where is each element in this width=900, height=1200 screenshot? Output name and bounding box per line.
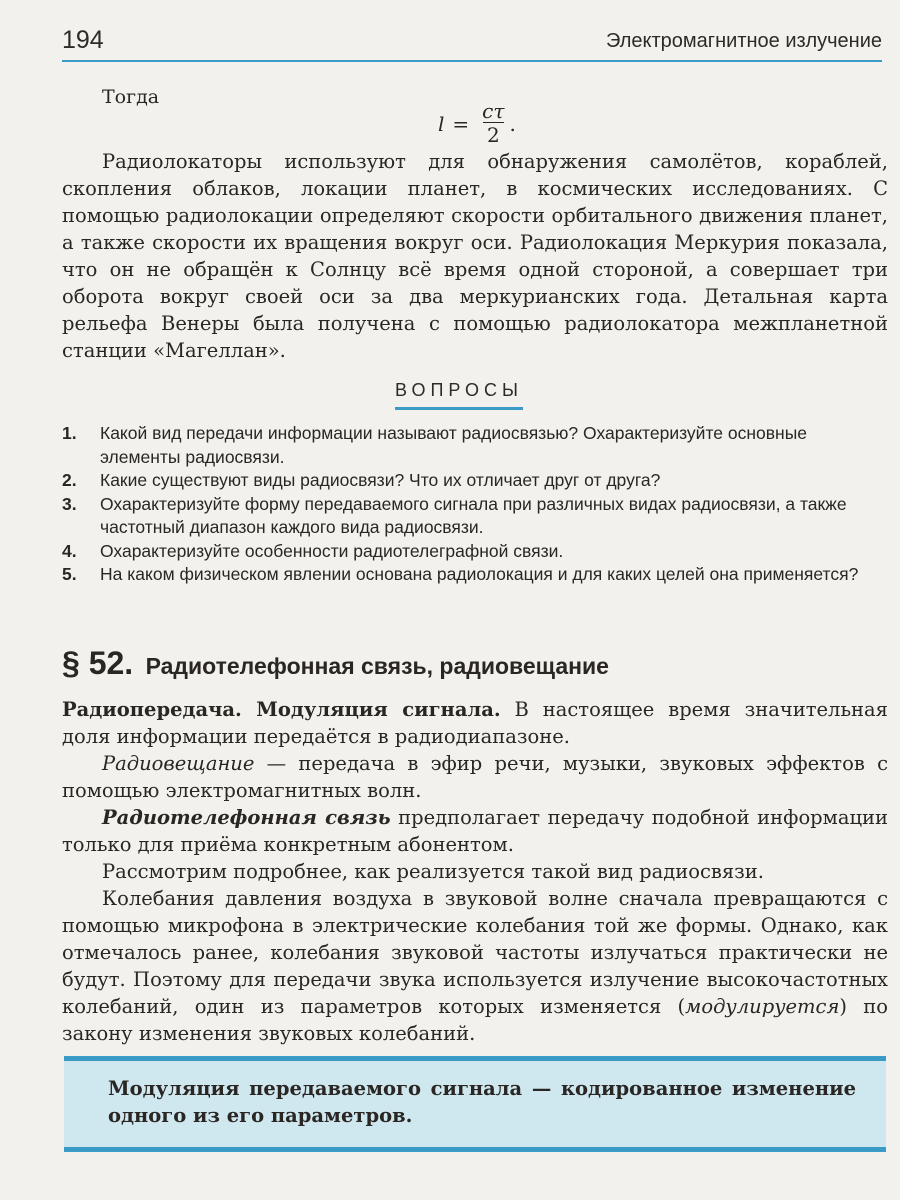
formula-fraction xyxy=(480,100,506,147)
chapter-title: Электромагнитное излучение xyxy=(606,30,882,52)
question-number: 3. xyxy=(62,493,77,514)
question-text: На каком физическом явлении основана радиолокация и для каких целей она применяется? xyxy=(100,564,859,584)
body-paragraph-1 xyxy=(62,696,888,750)
body-paragraph-5 xyxy=(62,885,888,1047)
definition-box xyxy=(64,1056,886,1152)
question-text: Охарактеризуйте форму передаваемого сигнала при различных видах радиосвязи, а также частотный диапазон каждого вида радиосвязи. xyxy=(100,493,847,537)
formula-equals: = xyxy=(452,111,470,136)
term-radio-broadcasting: Радиовещание xyxy=(102,752,255,775)
questions-title: ВОПРОСЫ xyxy=(395,380,523,410)
paragraph-text: — передача в эфир речи, музыки, звуковых эффектов с помощью электромагнитных волн. xyxy=(62,752,888,802)
question-text: Какой вид передачи информации называют радиосвязью? Охарактеризуйте основные элементы радиосвязи. xyxy=(100,423,808,467)
then-word: Тогда xyxy=(102,86,160,108)
paragraph-text: В настоящее время значительная доля информации передаётся в радиодиапазоне. xyxy=(62,698,888,748)
page-number: 194 xyxy=(62,26,104,54)
question-number: 1. xyxy=(62,423,77,443)
question-item xyxy=(62,540,882,564)
definition-text: Модуляция передаваемого сигнала — кодированное изменение одного из его параметров. xyxy=(108,1077,856,1127)
section-title: Радиотелефонная связь, радиовещание xyxy=(145,653,609,679)
paragraph-text: предполагает передачу подобной информации только для приёма конкретным абонентом. xyxy=(62,806,888,856)
term-radiotelephone: Радиотелефонная связь xyxy=(102,806,391,829)
question-item xyxy=(62,493,882,540)
questions-list xyxy=(62,422,882,587)
body-paragraph-4: Рассмотрим подробнее, как реализуется такой вид радиосвязи. xyxy=(102,860,765,883)
paragraph-text: Колебания давления воздуха в звуковой волне сначала превращаются с помощью микрофона в электрические колебания той же формы. Однако, как отмечалось ранее, колебания звуковой частоты излучаться практически не будут. Поэтому для передачи звука используется излучение высокочастотных колебаний, один из параметров которых изменяется ( xyxy=(62,887,888,1018)
section-number: § 52. xyxy=(62,645,134,681)
question-item xyxy=(62,422,882,469)
question-text: Какие существуют виды радиосвязи? Что их отличает друг от друга? xyxy=(100,470,661,490)
radar-paragraph: Радиолокаторы используют для обнаружения самолётов, кораблей, скопления облаков, локации планет, в космических исследованиях. С помощью радиолокации определяют скорости орбитального движения планет, а также скорости их вращения вокруг оси. Радиолокация Меркурия показала, что он не обращён к Солнцу всё время одной стороной, а совершает три оборота вокруг своей оси за два меркурианских года. Детальная карта рельефа Венеры была получена с помощью радиолокатора межпланетной станции «Магеллан». xyxy=(62,150,888,362)
questions-title-wrap xyxy=(0,380,900,410)
subheading: Радиопередача. Модуляция сигнала. xyxy=(62,698,501,721)
question-number: 5. xyxy=(62,564,77,584)
question-item xyxy=(62,469,882,493)
formula-numerator: cτ xyxy=(482,99,505,123)
body-paragraph-3 xyxy=(62,804,888,858)
page-header xyxy=(62,22,882,62)
section-heading xyxy=(62,645,609,682)
question-number: 2. xyxy=(62,470,77,490)
term-modulated: модулируется xyxy=(685,995,840,1018)
formula-tail: . xyxy=(509,111,516,136)
body-paragraph-2 xyxy=(62,750,888,804)
formula-lhs: l xyxy=(438,111,445,136)
paragraph-text: ) по закону изменения звуковых колебаний. xyxy=(62,995,889,1045)
formula-denominator: 2 xyxy=(483,122,504,147)
formula xyxy=(438,100,516,147)
question-text: Охарактеризуйте особенности радиотелеграфной связи. xyxy=(100,540,564,561)
question-number: 4. xyxy=(62,540,77,561)
question-item xyxy=(62,563,882,587)
